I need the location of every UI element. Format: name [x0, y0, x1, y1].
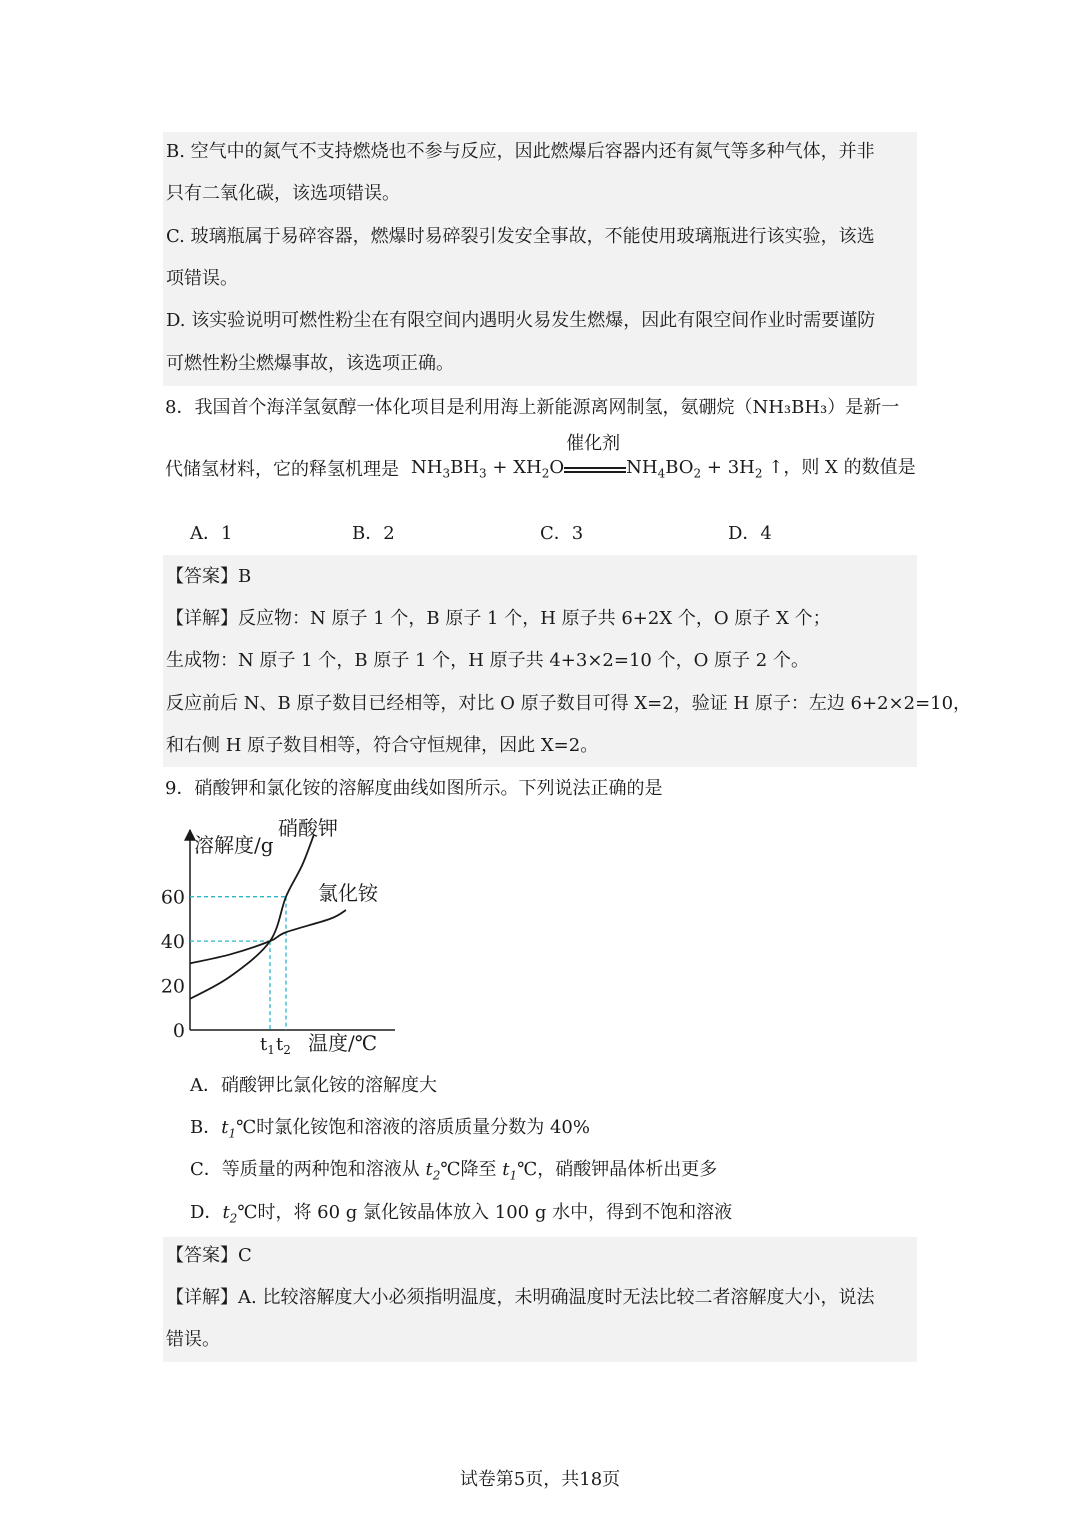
q8-detail-line3: 反应前后 N、B 原子数目已经相等，对比 O 原子数目可得 X=2，验证 H 原子：左边 6+2×2=10，: [166, 693, 972, 714]
eq-nh: NH: [411, 457, 443, 478]
xtick-t2: $t_2$: [276, 1034, 291, 1057]
explanation-b-line2: 只有二氧化碳，该选项错误。: [166, 183, 400, 204]
catalyst-equals-sign: [564, 433, 626, 480]
q8-option-b[interactable]: B．2: [352, 523, 395, 544]
explanation-d-line2: 可燃性粉尘燃爆事故，该选项正确。: [166, 353, 454, 374]
ytick-60: 60: [160, 886, 185, 909]
q9-option-a[interactable]: A．硝酸钾比氯化铵的溶解度大: [190, 1075, 437, 1096]
xtick-t1: $t_1$: [260, 1034, 275, 1057]
q8-stem-line1: 8．我国首个海洋氢氨醇一体化项目是利用海上新能源离网制氢，氨硼烷（NH₃BH₃）是新一: [165, 397, 900, 418]
explanation-block-prev: [163, 132, 917, 386]
q8-detail-line2: 生成物：N 原子 1 个，B 原子 1 个，H 原子共 4+3×2=10 个，O 原子 2 个。: [166, 650, 809, 671]
q8-option-c[interactable]: C．3: [540, 523, 584, 544]
q9-option-b[interactable]: B．$t_1℃$时氯化铵饱和溶液的溶质质量分数为 40%: [190, 1117, 590, 1141]
ytick-20: 20: [160, 975, 185, 998]
q8-detail-line1: 【详解】反应物：N 原子 1 个，B 原子 1 个，H 原子共 6+2X 个，O 原子 X 个；: [166, 608, 831, 629]
q8-answer: 【答案】B: [166, 566, 252, 587]
q8-stem-line2-prefix: 代储氢材料，它的释氢机理是: [165, 459, 399, 480]
explanation-c-line1: C. 玻璃瓶属于易碎容器，燃爆时易碎裂引发安全事故，不能使用玻璃瓶进行该实验，该选: [166, 226, 875, 247]
series-curve-1: [190, 910, 346, 963]
x-axis-label: 温度/℃: [308, 1031, 378, 1055]
q9-option-d[interactable]: D．$t_2℃$时，将 60 g 氯化铵晶体放入 100 g 水中，得到不饱和溶液: [190, 1202, 733, 1226]
q8-option-d[interactable]: D．4: [728, 523, 772, 544]
solubility-chart: [150, 810, 410, 1060]
series-curve-0: [190, 834, 314, 998]
q9-detail-line2: 错误。: [166, 1329, 220, 1350]
page-footer: 试卷第5页，共18页: [459, 1469, 621, 1490]
series-label-potassium-nitrate: 硝酸钾: [278, 816, 338, 840]
q9-answer: 【答案】C: [166, 1245, 252, 1266]
q9-detail-line1: 【详解】A. 比较溶解度大小必须指明温度，未明确温度时无法比较二者溶解度大小，说法: [166, 1287, 875, 1308]
explanation-d-line1: D. 该实验说明可燃性粉尘在有限空间内遇明火易发生燃爆，因此有限空间作业时需要谨防: [166, 310, 876, 331]
q9-stem: 9．硝酸钾和氯化铵的溶解度曲线如图所示。下列说法正确的是: [165, 778, 663, 799]
ytick-0: 0: [172, 1020, 185, 1042]
q8-detail-line4: 和右侧 H 原子数目相等，符合守恒规律，因此 X=2。: [166, 735, 599, 756]
series-label-ammonium-chloride: 氯化铵: [318, 881, 378, 905]
y-axis-label: 溶解度/g: [194, 833, 274, 857]
ytick-40: 40: [160, 931, 185, 954]
q9-option-c[interactable]: C．等质量的两种饱和溶液从 $t_2℃$降至 $t_1℃$，硝酸钾晶体析出更多: [190, 1159, 718, 1183]
explanation-b-line1: B. 空气中的氮气不支持燃烧也不参与反应，因此燃爆后容器内还有氮气等多种气体，并非: [166, 141, 875, 162]
explanation-c-line2: 项错误。: [166, 268, 238, 289]
q8-option-a[interactable]: A．1: [190, 523, 233, 544]
catalyst-label: 催化剂: [566, 433, 621, 454]
q8-equation: $NH_3BH_3 + XH_2O$ 催化剂 $NH_4BO_2 + 3H_2$ ↑，则 X 的数值是: [411, 433, 916, 481]
q8-stem-line2-suffix: ，则 X 的数值是: [783, 457, 916, 478]
